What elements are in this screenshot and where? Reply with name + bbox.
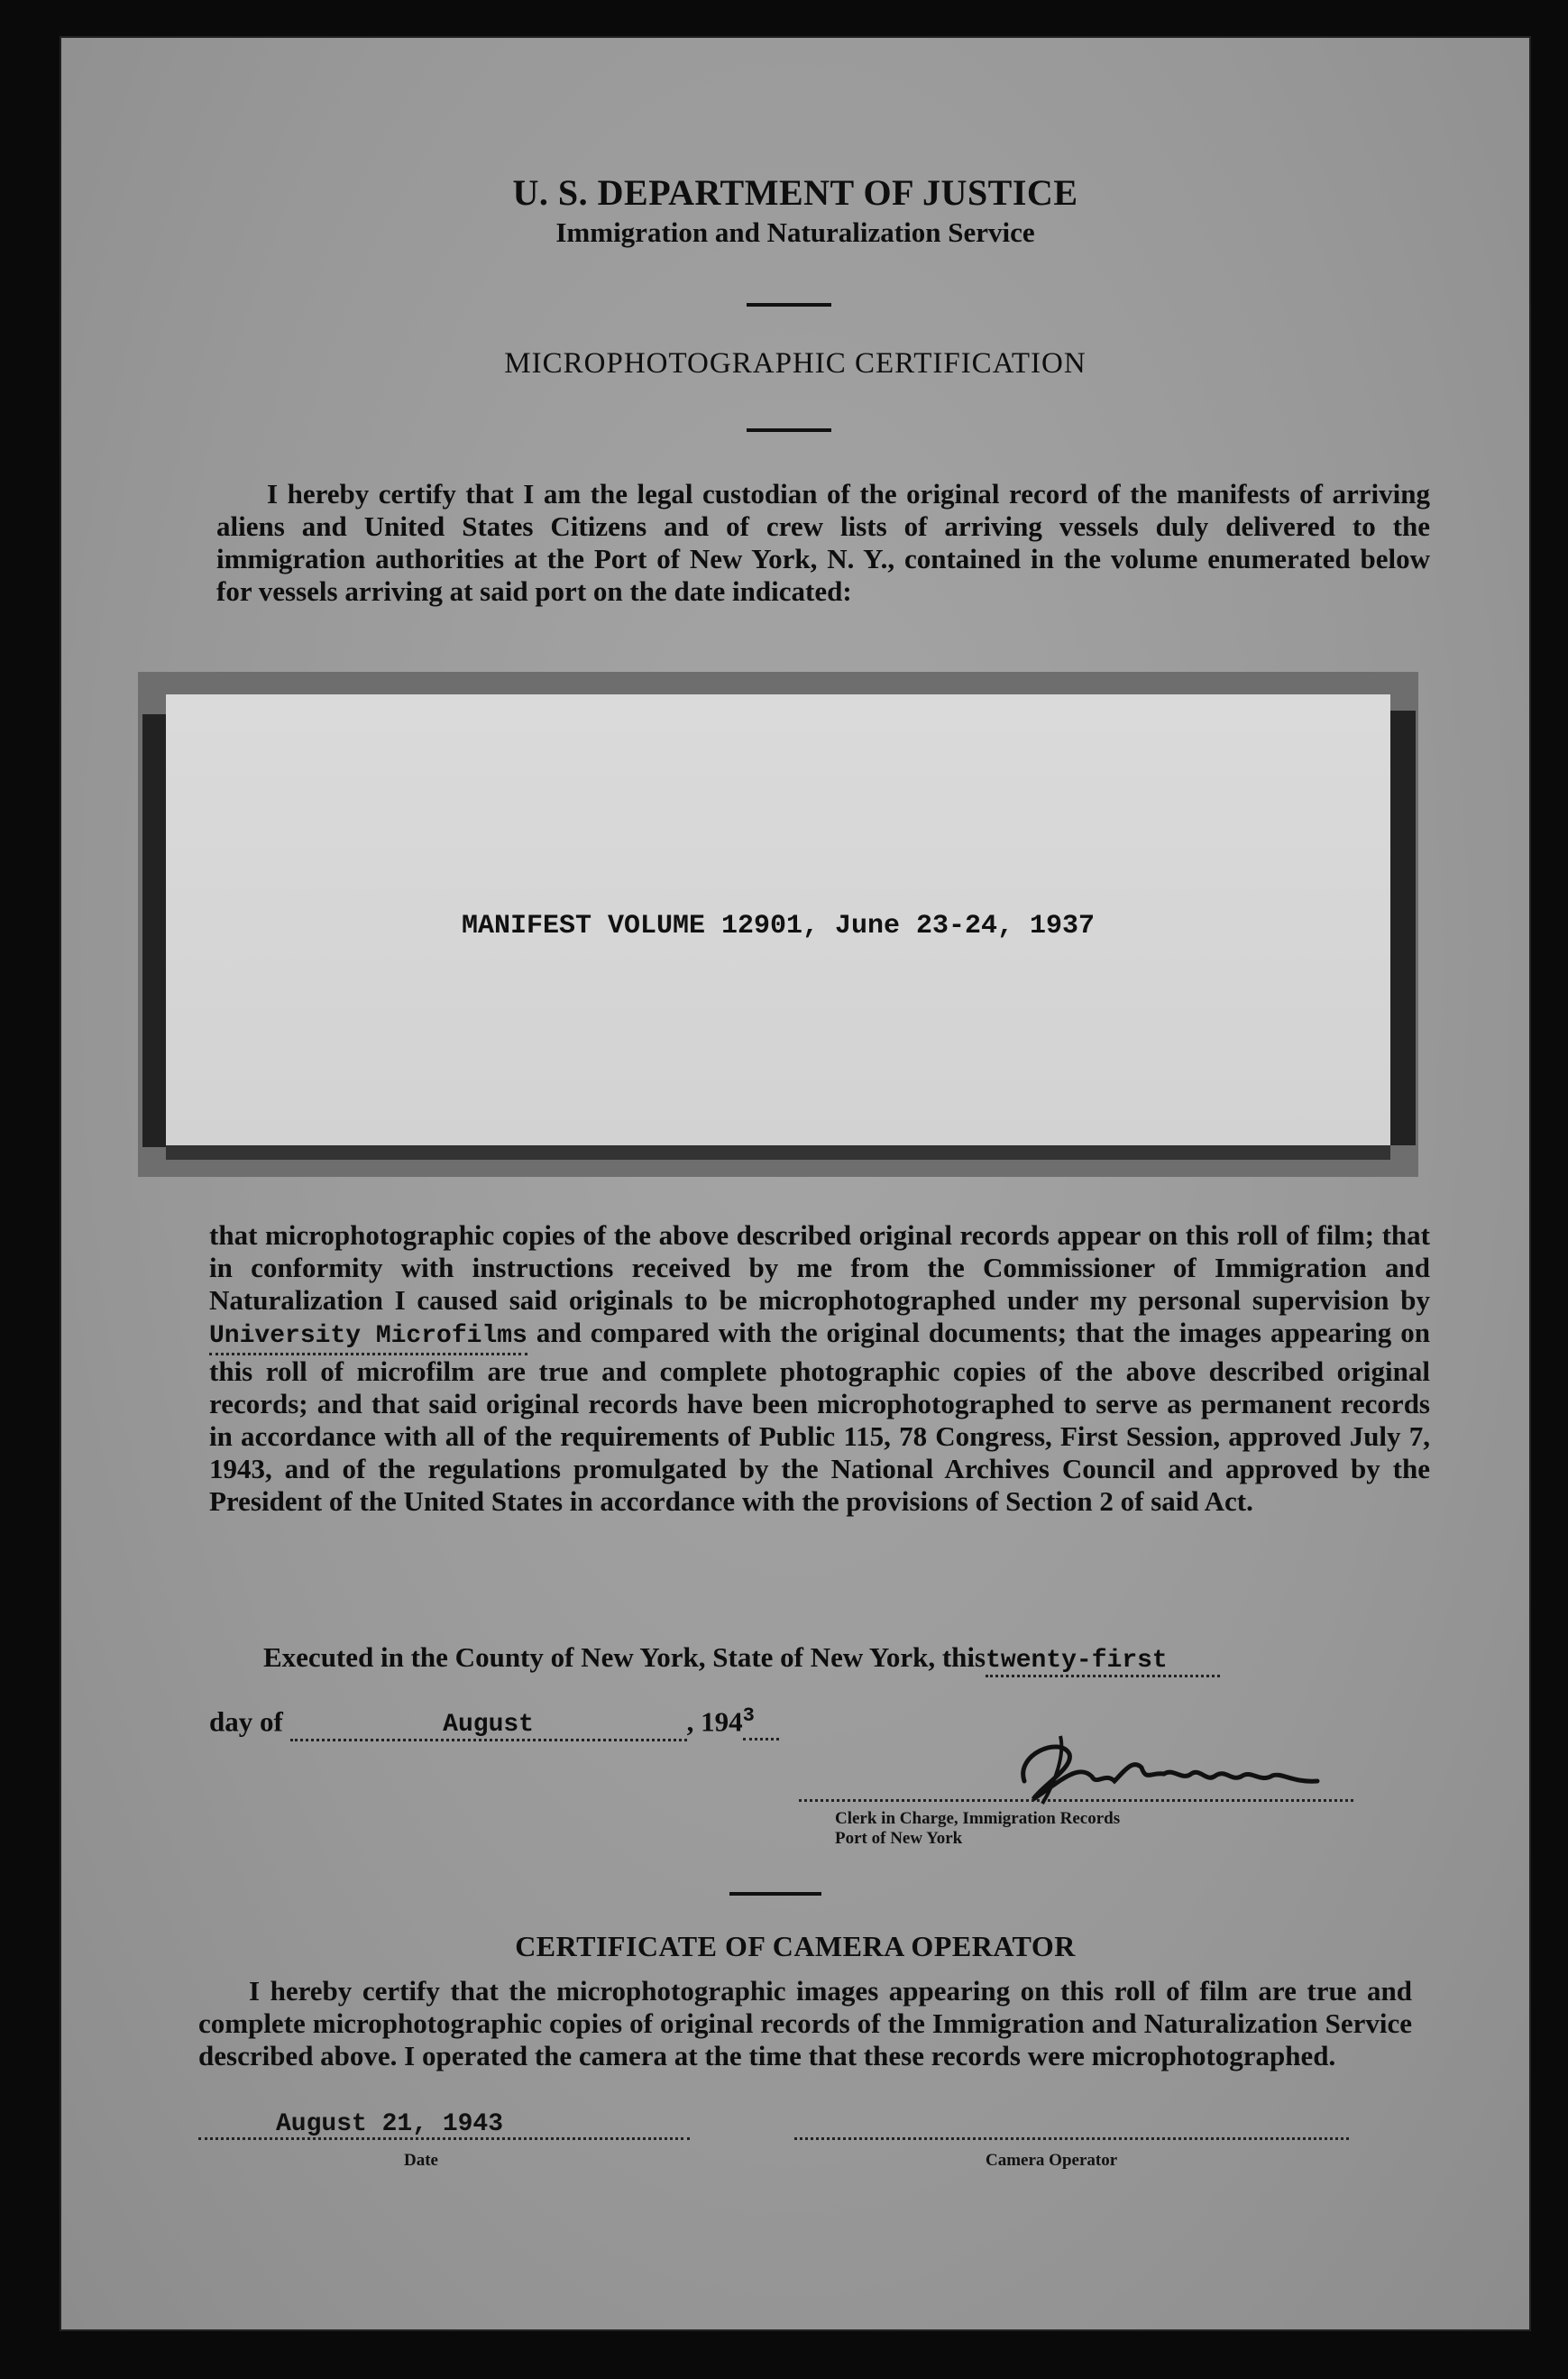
camera-certificate-title: CERTIFICATE OF CAMERA OPERATOR bbox=[515, 1930, 1076, 1962]
manifest-volume-text: MANIFEST VOLUME 12901, June 23-24, 1937 bbox=[461, 911, 1096, 941]
camera-section-divider bbox=[729, 1892, 821, 1896]
intro-paragraph: I hereby certify that I am the legal custodian of the original record of the manifests of arriving aliens and United States Citizens and of crew lists of arriving vessels duly delivered to the immigration authorities at the Port of New York, N. Y., contained in the volume enumerated below for vessels arriving at said port on the date indicated: bbox=[216, 478, 1430, 607]
slip-edge-bottom bbox=[166, 1145, 1390, 1160]
slip-edge-right bbox=[1390, 711, 1416, 1145]
header-divider-top bbox=[747, 303, 831, 307]
filmed-by-field: University Microfilms bbox=[209, 1317, 527, 1355]
execution-year-field: 3 bbox=[743, 1704, 779, 1741]
header-divider-bottom bbox=[747, 428, 831, 432]
execution-month-field: August bbox=[290, 1705, 687, 1741]
manifest-slip bbox=[166, 694, 1390, 1154]
camera-operator-line bbox=[794, 2137, 1349, 2140]
slip-edge-left bbox=[142, 714, 166, 1147]
execution-date-line: day of August , $194^3$ bbox=[209, 1704, 779, 1741]
execution-line: Executed in the County of New York, State of New York, thistwenty-first bbox=[263, 1641, 1220, 1677]
camera-date-label: Date bbox=[404, 2151, 438, 2170]
certificate-page bbox=[60, 36, 1531, 2331]
camera-date-value: August 21, 1943 bbox=[276, 2110, 504, 2138]
camera-operator-label: Camera Operator bbox=[986, 2151, 1118, 2170]
department-heading: U. S. DEPARTMENT OF JUSTICE bbox=[512, 172, 1078, 213]
certification-title: MICROPHOTOGRAPHIC CERTIFICATION bbox=[504, 347, 1087, 380]
service-subheading: Immigration and Naturalization Service bbox=[555, 216, 1035, 248]
clerk-title-line2: Port of New York bbox=[835, 1829, 963, 1848]
clerk-title-line1: Clerk in Charge, Immigration Records bbox=[835, 1809, 1121, 1828]
body-paragraph: that microphotographic copies of the above described original records appear on this roll of film; that in conformity with instructions received by me from the Commissioner of Immigration and Naturalization I caused said originals to be microphotographed under my personal supervision by University Microfilms and compared with the original documents; that the images appearing on this roll of microfilm are true and complete photographic copies of the above described original records; and that said original records have been microphotographed to serve as permanent records in accordance with all of the requirements of Public 115, 78 Congress, First Session, approved July 7, 1943, and of the regulations promulgated by the National Archives Council and approved by the President of the United States in accordance with the provisions of Section 2 of said Act. bbox=[209, 1219, 1430, 1517]
camera-certificate-text: I hereby certify that the microphotographic images appearing on this roll of film are true and complete microphotographic copies of original records of the Immigration and Naturalization Service described above. I operated the camera at the time that these records were microphotographed. bbox=[198, 1975, 1412, 2071]
execution-day-field: twenty-first bbox=[986, 1641, 1220, 1677]
